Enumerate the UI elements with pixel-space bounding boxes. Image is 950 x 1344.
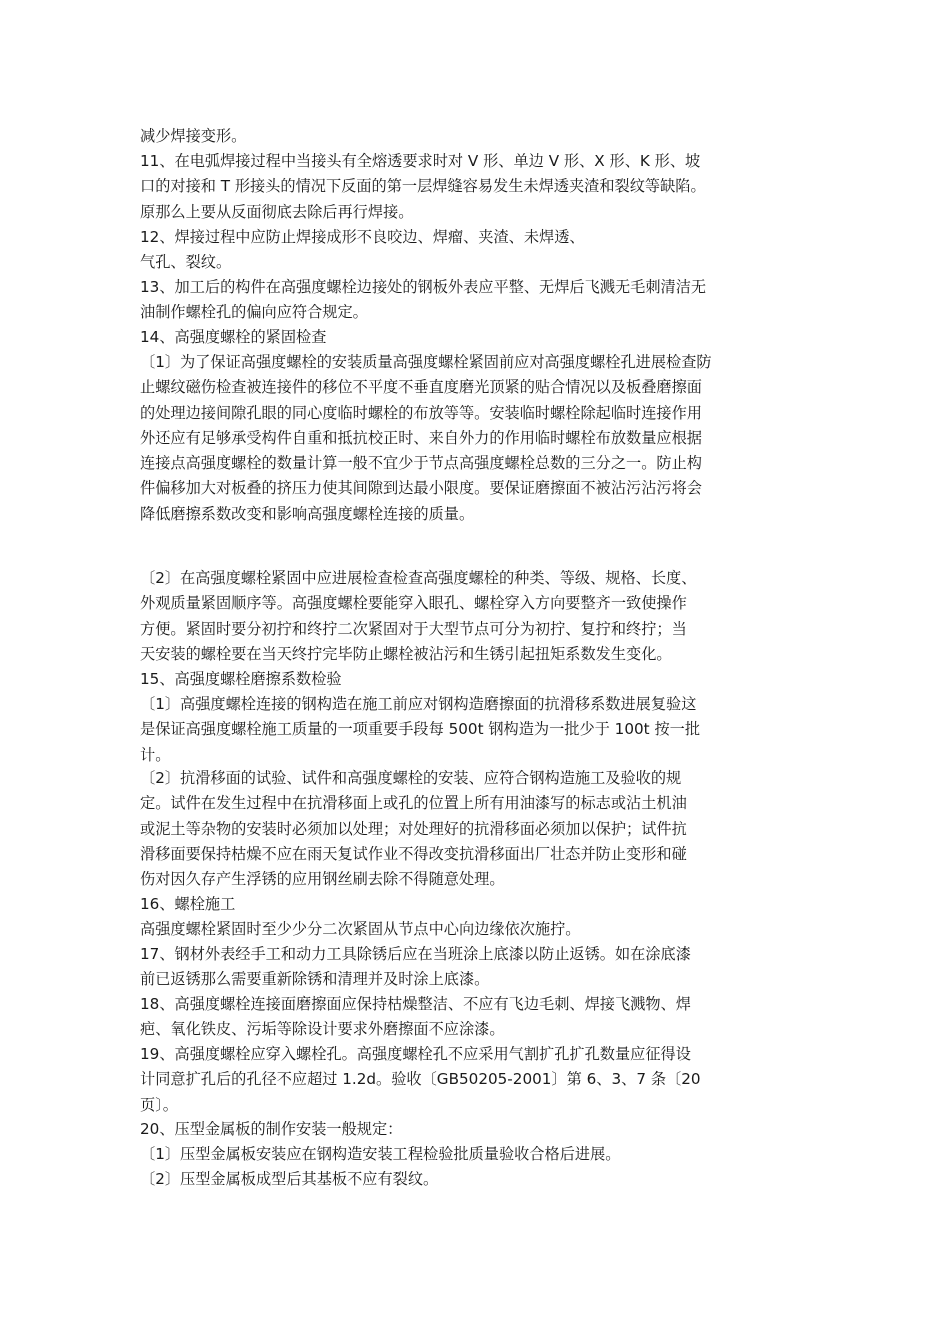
heading-item-14: 14、高强度螺栓的紧固检查	[140, 328, 327, 346]
paragraph-item-17: 17、钢材外表经手工和动力工具除锈后应在当班涂上底漆以防止返锈。如在涂底漆 前已返锈那么需要重新除锈和清理并及时涂上底漆。	[140, 945, 691, 989]
paragraph-item-11: 11、在电弧焊接过程中当接头有全熔透要求时对 V 形、单边 V 形、X 形、K 形、坡 口的对接和 T 形接头的情况下反面的第一层焊缝容易发生未焊透夹渣和裂纹等缺陷。 原那么上要从反面彻底去除后再行焊接。	[140, 152, 706, 221]
paragraph-item-13: 13、加工后的构件在高强度螺栓边接处的钢板外表应平整、无焊后飞溅无毛刺清洁无 油制作螺栓孔的偏向应符合规定。	[140, 278, 707, 322]
paragraph-item-14-2: 〔2〕在高强度螺栓紧固中应进展检查检查高强度螺栓的种类、等级、规格、长度、 外观质量紧固顺序等。高强度螺栓要能穿入眼孔、螺栓穿入方向要整齐一致使操作 方便。紧固时要分初拧和终拧二次紧固对于大型节点可分为初拧、复拧和终拧；当 天安装的螺栓要在当天终拧完毕防止螺栓被沾污和生锈引起扭矩系数发生变化。	[140, 569, 697, 663]
paragraph-item-14-1: 〔1〕为了保证高强度螺栓的安装质量高强度螺栓紧固前应对高强度螺栓孔进展检查防 止螺纹磁伤检查被连接件的移位不平度不垂直度磨光顶紧的贴合情况以及板叠磨擦面 的处理边接间隙孔眼的同心度临时螺栓的布放等等。安装临时螺栓除起临时连接作用 外还应有足够承受构件自重和抵抗校正时、来自外力的作用临时螺栓布放数量应根据 连接点高强度螺栓的数量计算一般不宜少于节点高强度螺栓总数的三分之一。防止构 件偏移加大对板叠的挤压力使其间隙到达最小限度。要保证磨擦面不被沾污沾污将会 降低磨擦系数改变和影响高强度螺栓连接的质量。	[140, 353, 712, 523]
heading-item-20: 20、压型金属板的制作安装一般规定：	[140, 1120, 403, 1138]
paragraph-item-16-body: 高强度螺栓紧固时至少少分二次紧固从节点中心向边缘依次施拧。	[140, 920, 581, 938]
paragraph-item-19: 19、高强度螺栓应穿入螺栓孔。高强度螺栓孔不应采用气割扩孔扩孔数量应征得设 计同意扩孔后的孔径不应超过 1.2d。验收〔GB50205-2001〕第 6、3、7 条〔20 页〕。	[140, 1045, 701, 1114]
heading-item-15: 15、高强度螺栓磨擦系数检验	[140, 670, 342, 688]
paragraph-item-12: 12、焊接过程中应防止焊接成形不良咬边、焊瘤、夹渣、未焊透、 气孔、裂纹。	[140, 228, 585, 272]
paragraph-item-15-1: 〔1〕高强度螺栓连接的钢构造在施工前应对钢构造磨擦面的抗滑移系数进展复验这 是保证高强度螺栓施工质量的一项重要手段每 500t 钢构造为一批少于 100t 按一批 计。	[140, 695, 701, 764]
paragraph-item-18: 18、高强度螺栓连接面磨擦面应保持枯燥整洁、不应有飞边毛刺、焊接飞溅物、焊 疤、氧化铁皮、污垢等除设计要求外磨擦面不应涂漆。	[140, 995, 691, 1039]
paragraph-intro: 减少焊接变形。	[140, 127, 247, 145]
paragraph-item-15-2: 〔2〕抗滑移面的试验、试件和高强度螺栓的安装、应符合钢构造施工及验收的规 定。试件在发生过程中在抗滑移面上或孔的位置上所有用油漆写的标志或沾土机油 或泥土等杂物的安装时必须加以处理；对处理好的抗滑移面必须加以保护；试件抗 滑移面要保持枯燥不应在雨天复试作业不得改变抗滑移面出厂壮态并防止变形和碰 伤对因久存产生浮锈的应用钢丝刷去除不得随意处理。	[140, 769, 687, 889]
heading-item-16: 16、螺栓施工	[140, 895, 236, 913]
paragraph-item-20-1: 〔1〕压型金属板安装应在钢构造安装工程检验批质量验收合格后进展。	[140, 1145, 621, 1163]
paragraph-item-20-2: 〔2〕压型金属板成型后其基板不应有裂纹。	[140, 1170, 439, 1188]
